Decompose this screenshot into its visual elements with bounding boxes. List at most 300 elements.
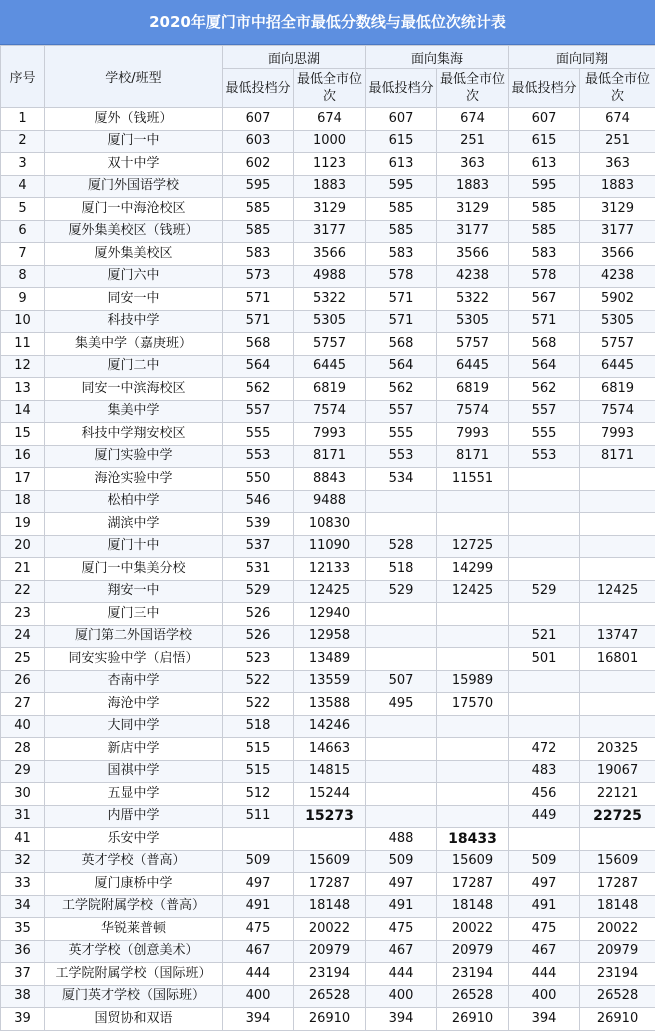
table-row (1, 355, 655, 378)
cell-index: 28 (1, 738, 45, 761)
cell-index: 36 (1, 940, 45, 963)
table-row (1, 1008, 655, 1031)
cell-score-sihu: 526 (223, 625, 294, 648)
cell-index: 6 (1, 220, 45, 243)
cell-rank-jihai: 20979 (437, 940, 509, 963)
cell-school: 厦外集美校区（钱班） (45, 220, 223, 243)
cell-rank-jihai: 5757 (437, 333, 509, 356)
cell-school: 厦门三中 (45, 603, 223, 626)
cell-rank-tongxiang: 26528 (580, 985, 655, 1008)
table-row (1, 738, 655, 761)
header-min-rank: 最低全市位次 (437, 69, 509, 108)
cell-score-tongxiang: 501 (509, 648, 580, 671)
cell-rank-jihai: 363 (437, 153, 509, 176)
cell-rank-sihu: 5757 (294, 333, 366, 356)
cell-score-tongxiang: 521 (509, 625, 580, 648)
cell-rank-sihu: 12133 (294, 558, 366, 581)
cell-rank-sihu: 13588 (294, 693, 366, 716)
cell-rank-tongxiang: 3566 (580, 243, 655, 266)
cell-rank-tongxiang: 20979 (580, 940, 655, 963)
cell-score-jihai: 475 (366, 918, 437, 941)
cell-rank-jihai: 26528 (437, 985, 509, 1008)
cell-score-jihai: 595 (366, 175, 437, 198)
cell-rank-sihu: 17287 (294, 873, 366, 896)
cell-rank-jihai: 4238 (437, 265, 509, 288)
cell-rank-sihu: 1883 (294, 175, 366, 198)
cell-score-tongxiang (509, 715, 580, 738)
cell-rank-jihai (437, 625, 509, 648)
table-row (1, 445, 655, 468)
cell-rank-jihai: 18433 (437, 828, 509, 851)
cell-rank-tongxiang (580, 535, 655, 558)
cell-score-jihai (366, 805, 437, 828)
cell-rank-sihu: 7574 (294, 400, 366, 423)
header-min-score: 最低投档分 (366, 69, 437, 108)
score-table (0, 45, 655, 1031)
table-row (1, 243, 655, 266)
cell-score-sihu: 467 (223, 940, 294, 963)
cell-score-tongxiang: 553 (509, 445, 580, 468)
cell-score-jihai: 509 (366, 850, 437, 873)
cell-score-sihu: 511 (223, 805, 294, 828)
cell-index: 20 (1, 535, 45, 558)
header-group-jihai: 面向集海 (366, 46, 509, 69)
header-school: 学校/班型 (45, 46, 223, 108)
cell-score-tongxiang: 585 (509, 220, 580, 243)
table-row (1, 130, 655, 153)
cell-school: 科技中学 (45, 310, 223, 333)
cell-rank-tongxiang: 20022 (580, 918, 655, 941)
cell-score-jihai: 444 (366, 963, 437, 986)
cell-rank-tongxiang (580, 468, 655, 491)
cell-rank-tongxiang: 22121 (580, 783, 655, 806)
cell-rank-tongxiang (580, 558, 655, 581)
cell-score-sihu (223, 828, 294, 851)
cell-score-tongxiang: 509 (509, 850, 580, 873)
cell-index: 3 (1, 153, 45, 176)
table-row (1, 310, 655, 333)
cell-rank-sihu: 13559 (294, 670, 366, 693)
cell-rank-sihu: 26528 (294, 985, 366, 1008)
cell-rank-sihu: 12425 (294, 580, 366, 603)
cell-rank-sihu: 4988 (294, 265, 366, 288)
cell-score-tongxiang: 595 (509, 175, 580, 198)
cell-score-tongxiang (509, 513, 580, 536)
cell-score-jihai: 583 (366, 243, 437, 266)
cell-rank-tongxiang: 674 (580, 108, 655, 131)
table-row (1, 108, 655, 131)
cell-rank-jihai (437, 648, 509, 671)
cell-rank-jihai: 3129 (437, 198, 509, 221)
cell-rank-tongxiang: 251 (580, 130, 655, 153)
cell-index: 26 (1, 670, 45, 693)
cell-score-tongxiang (509, 468, 580, 491)
cell-index: 32 (1, 850, 45, 873)
table-row (1, 760, 655, 783)
cell-score-sihu: 509 (223, 850, 294, 873)
table-row (1, 423, 655, 446)
cell-rank-tongxiang (580, 603, 655, 626)
cell-index: 31 (1, 805, 45, 828)
cell-rank-tongxiang: 8171 (580, 445, 655, 468)
cell-school: 大同中学 (45, 715, 223, 738)
cell-rank-jihai (437, 513, 509, 536)
cell-score-jihai (366, 625, 437, 648)
cell-score-tongxiang: 555 (509, 423, 580, 446)
cell-rank-jihai: 12425 (437, 580, 509, 603)
cell-rank-tongxiang: 5902 (580, 288, 655, 311)
cell-rank-sihu (294, 828, 366, 851)
cell-school: 国祺中学 (45, 760, 223, 783)
cell-rank-sihu: 3177 (294, 220, 366, 243)
cell-school: 海沧实验中学 (45, 468, 223, 491)
cell-score-jihai: 529 (366, 580, 437, 603)
cell-score-tongxiang: 394 (509, 1008, 580, 1031)
cell-school: 国贸协和双语 (45, 1008, 223, 1031)
cell-index: 35 (1, 918, 45, 941)
table-row (1, 333, 655, 356)
cell-score-jihai: 394 (366, 1008, 437, 1031)
cell-school: 厦门一中 (45, 130, 223, 153)
cell-score-jihai (366, 648, 437, 671)
table-row (1, 288, 655, 311)
cell-school: 厦外集美校区 (45, 243, 223, 266)
cell-index: 5 (1, 198, 45, 221)
cell-index: 38 (1, 985, 45, 1008)
cell-rank-jihai: 20022 (437, 918, 509, 941)
cell-rank-jihai: 7574 (437, 400, 509, 423)
cell-school: 集美中学 (45, 400, 223, 423)
cell-score-sihu: 568 (223, 333, 294, 356)
cell-score-jihai: 553 (366, 445, 437, 468)
cell-school: 乐安中学 (45, 828, 223, 851)
header-group-sihu: 面向思湖 (223, 46, 366, 69)
cell-rank-sihu: 9488 (294, 490, 366, 513)
cell-score-tongxiang: 578 (509, 265, 580, 288)
cell-rank-jihai (437, 603, 509, 626)
cell-score-sihu: 529 (223, 580, 294, 603)
cell-score-sihu: 553 (223, 445, 294, 468)
cell-index: 37 (1, 963, 45, 986)
table-row (1, 805, 655, 828)
cell-rank-sihu: 14815 (294, 760, 366, 783)
header-min-rank: 最低全市位次 (294, 69, 366, 108)
cell-rank-jihai (437, 805, 509, 828)
cell-rank-tongxiang (580, 828, 655, 851)
cell-rank-jihai: 12725 (437, 535, 509, 558)
cell-score-sihu: 607 (223, 108, 294, 131)
cell-score-tongxiang: 449 (509, 805, 580, 828)
cell-score-sihu: 546 (223, 490, 294, 513)
cell-rank-jihai: 17287 (437, 873, 509, 896)
cell-score-sihu: 491 (223, 895, 294, 918)
cell-score-sihu: 573 (223, 265, 294, 288)
cell-rank-tongxiang: 12425 (580, 580, 655, 603)
cell-rank-sihu: 1000 (294, 130, 366, 153)
table-row (1, 490, 655, 513)
cell-school: 英才学校（创意美术） (45, 940, 223, 963)
cell-score-jihai: 555 (366, 423, 437, 446)
cell-score-tongxiang: 529 (509, 580, 580, 603)
cell-rank-jihai: 7993 (437, 423, 509, 446)
table-row (1, 175, 655, 198)
cell-school: 厦门六中 (45, 265, 223, 288)
cell-score-tongxiang: 613 (509, 153, 580, 176)
cell-rank-sihu: 1123 (294, 153, 366, 176)
cell-rank-jihai: 6819 (437, 378, 509, 401)
table-row (1, 603, 655, 626)
table-row (1, 715, 655, 738)
cell-score-jihai: 495 (366, 693, 437, 716)
cell-score-jihai: 467 (366, 940, 437, 963)
cell-rank-jihai: 5322 (437, 288, 509, 311)
cell-score-sihu: 571 (223, 310, 294, 333)
cell-index: 34 (1, 895, 45, 918)
cell-rank-sihu: 20022 (294, 918, 366, 941)
cell-rank-tongxiang: 363 (580, 153, 655, 176)
cell-rank-jihai (437, 715, 509, 738)
table-row (1, 693, 655, 716)
cell-index: 1 (1, 108, 45, 131)
cell-school: 厦门康桥中学 (45, 873, 223, 896)
cell-rank-tongxiang (580, 490, 655, 513)
cell-rank-sihu: 7993 (294, 423, 366, 446)
cell-index: 40 (1, 715, 45, 738)
header-min-score: 最低投档分 (223, 69, 294, 108)
cell-score-jihai: 571 (366, 288, 437, 311)
cell-rank-sihu: 674 (294, 108, 366, 131)
cell-score-jihai: 557 (366, 400, 437, 423)
cell-score-tongxiang: 567 (509, 288, 580, 311)
cell-rank-jihai (437, 738, 509, 761)
cell-score-jihai: 507 (366, 670, 437, 693)
cell-score-sihu: 539 (223, 513, 294, 536)
cell-rank-sihu: 26910 (294, 1008, 366, 1031)
cell-rank-jihai (437, 783, 509, 806)
cell-rank-sihu: 11090 (294, 535, 366, 558)
cell-school: 华锐莱普顿 (45, 918, 223, 941)
cell-rank-tongxiang: 5757 (580, 333, 655, 356)
cell-rank-tongxiang: 4238 (580, 265, 655, 288)
cell-score-jihai: 607 (366, 108, 437, 131)
cell-score-tongxiang: 483 (509, 760, 580, 783)
cell-score-tongxiang: 467 (509, 940, 580, 963)
cell-rank-sihu: 10830 (294, 513, 366, 536)
table-row (1, 153, 655, 176)
table-row (1, 850, 655, 873)
cell-score-tongxiang: 568 (509, 333, 580, 356)
cell-score-tongxiang: 444 (509, 963, 580, 986)
table-row (1, 918, 655, 941)
cell-score-jihai: 534 (366, 468, 437, 491)
cell-rank-tongxiang: 6445 (580, 355, 655, 378)
cell-rank-tongxiang: 3129 (580, 198, 655, 221)
cell-school: 湖滨中学 (45, 513, 223, 536)
cell-score-tongxiang: 607 (509, 108, 580, 131)
cell-score-jihai: 528 (366, 535, 437, 558)
cell-school: 杏南中学 (45, 670, 223, 693)
cell-school: 英才学校（普高） (45, 850, 223, 873)
cell-rank-sihu: 8843 (294, 468, 366, 491)
cell-index: 39 (1, 1008, 45, 1031)
table-row (1, 625, 655, 648)
cell-rank-tongxiang (580, 513, 655, 536)
header-min-rank: 最低全市位次 (580, 69, 655, 108)
cell-index: 9 (1, 288, 45, 311)
cell-score-tongxiang: 557 (509, 400, 580, 423)
cell-index: 11 (1, 333, 45, 356)
cell-score-sihu: 515 (223, 760, 294, 783)
cell-score-jihai (366, 715, 437, 738)
table-row (1, 963, 655, 986)
cell-rank-jihai: 17570 (437, 693, 509, 716)
cell-rank-sihu: 6819 (294, 378, 366, 401)
cell-school: 新店中学 (45, 738, 223, 761)
cell-rank-tongxiang: 1883 (580, 175, 655, 198)
cell-score-tongxiang: 585 (509, 198, 580, 221)
cell-score-tongxiang: 564 (509, 355, 580, 378)
cell-score-jihai (366, 760, 437, 783)
header-group-tongxiang: 面向同翔 (509, 46, 655, 69)
cell-school: 松柏中学 (45, 490, 223, 513)
table-row (1, 468, 655, 491)
cell-score-sihu: 602 (223, 153, 294, 176)
cell-school: 厦门一中集美分校 (45, 558, 223, 581)
cell-rank-sihu: 6445 (294, 355, 366, 378)
cell-score-jihai (366, 783, 437, 806)
cell-index: 19 (1, 513, 45, 536)
cell-score-jihai: 518 (366, 558, 437, 581)
cell-rank-tongxiang: 17287 (580, 873, 655, 896)
cell-score-tongxiang: 400 (509, 985, 580, 1008)
cell-school: 厦门实验中学 (45, 445, 223, 468)
table-row (1, 580, 655, 603)
cell-rank-jihai: 5305 (437, 310, 509, 333)
cell-rank-jihai: 15609 (437, 850, 509, 873)
cell-rank-sihu: 3566 (294, 243, 366, 266)
cell-score-tongxiang (509, 558, 580, 581)
table-row (1, 535, 655, 558)
table-row (1, 198, 655, 221)
cell-rank-jihai: 6445 (437, 355, 509, 378)
cell-rank-tongxiang: 23194 (580, 963, 655, 986)
cell-rank-tongxiang: 13747 (580, 625, 655, 648)
cell-school: 海沧中学 (45, 693, 223, 716)
cell-index: 41 (1, 828, 45, 851)
cell-school: 同安一中 (45, 288, 223, 311)
cell-school: 厦门二中 (45, 355, 223, 378)
cell-index: 33 (1, 873, 45, 896)
table-row (1, 873, 655, 896)
table-row (1, 895, 655, 918)
table-row (1, 265, 655, 288)
cell-score-jihai (366, 513, 437, 536)
cell-score-tongxiang: 456 (509, 783, 580, 806)
cell-index: 25 (1, 648, 45, 671)
cell-index: 18 (1, 490, 45, 513)
table-row (1, 985, 655, 1008)
cell-rank-jihai: 26910 (437, 1008, 509, 1031)
cell-score-sihu: 475 (223, 918, 294, 941)
cell-index: 15 (1, 423, 45, 446)
cell-school: 厦门外国语学校 (45, 175, 223, 198)
cell-rank-sihu: 5305 (294, 310, 366, 333)
cell-score-sihu: 444 (223, 963, 294, 986)
cell-score-sihu: 512 (223, 783, 294, 806)
cell-score-tongxiang: 562 (509, 378, 580, 401)
cell-score-tongxiang (509, 693, 580, 716)
cell-school: 集美中学（嘉庚班） (45, 333, 223, 356)
cell-score-jihai: 497 (366, 873, 437, 896)
cell-score-sihu: 550 (223, 468, 294, 491)
cell-rank-tongxiang: 7993 (580, 423, 655, 446)
cell-score-tongxiang: 491 (509, 895, 580, 918)
cell-score-jihai: 585 (366, 198, 437, 221)
cell-score-sihu: 523 (223, 648, 294, 671)
cell-score-jihai: 491 (366, 895, 437, 918)
cell-score-tongxiang (509, 828, 580, 851)
table-row (1, 828, 655, 851)
cell-score-sihu: 531 (223, 558, 294, 581)
cell-rank-sihu: 13489 (294, 648, 366, 671)
cell-school: 厦门十中 (45, 535, 223, 558)
cell-school: 同安实验中学（启悟） (45, 648, 223, 671)
cell-score-sihu: 497 (223, 873, 294, 896)
cell-score-jihai (366, 490, 437, 513)
cell-rank-sihu: 15273 (294, 805, 366, 828)
cell-score-tongxiang: 472 (509, 738, 580, 761)
cell-index: 14 (1, 400, 45, 423)
cell-score-jihai: 585 (366, 220, 437, 243)
cell-score-tongxiang: 571 (509, 310, 580, 333)
cell-rank-jihai: 8171 (437, 445, 509, 468)
table-row (1, 940, 655, 963)
table-row (1, 783, 655, 806)
cell-score-sihu: 522 (223, 693, 294, 716)
cell-score-sihu: 515 (223, 738, 294, 761)
cell-rank-tongxiang: 18148 (580, 895, 655, 918)
cell-rank-sihu: 18148 (294, 895, 366, 918)
cell-score-jihai: 568 (366, 333, 437, 356)
cell-school: 工学院附属学校（普高） (45, 895, 223, 918)
cell-rank-jihai (437, 760, 509, 783)
cell-score-sihu: 400 (223, 985, 294, 1008)
cell-rank-tongxiang (580, 670, 655, 693)
cell-index: 29 (1, 760, 45, 783)
cell-rank-tongxiang: 22725 (580, 805, 655, 828)
cell-rank-tongxiang (580, 715, 655, 738)
cell-school: 双十中学 (45, 153, 223, 176)
cell-school: 同安一中滨海校区 (45, 378, 223, 401)
cell-score-sihu: 595 (223, 175, 294, 198)
cell-rank-jihai: 3566 (437, 243, 509, 266)
cell-rank-sihu: 20979 (294, 940, 366, 963)
cell-score-jihai (366, 603, 437, 626)
cell-school: 翔安一中 (45, 580, 223, 603)
cell-index: 4 (1, 175, 45, 198)
cell-score-tongxiang: 583 (509, 243, 580, 266)
cell-score-jihai: 400 (366, 985, 437, 1008)
cell-score-jihai (366, 738, 437, 761)
cell-rank-tongxiang: 26910 (580, 1008, 655, 1031)
cell-school: 厦门英才学校（国际班） (45, 985, 223, 1008)
cell-rank-sihu: 12940 (294, 603, 366, 626)
cell-rank-sihu: 3129 (294, 198, 366, 221)
table-row (1, 378, 655, 401)
cell-score-sihu: 555 (223, 423, 294, 446)
cell-index: 23 (1, 603, 45, 626)
cell-school: 科技中学翔安校区 (45, 423, 223, 446)
